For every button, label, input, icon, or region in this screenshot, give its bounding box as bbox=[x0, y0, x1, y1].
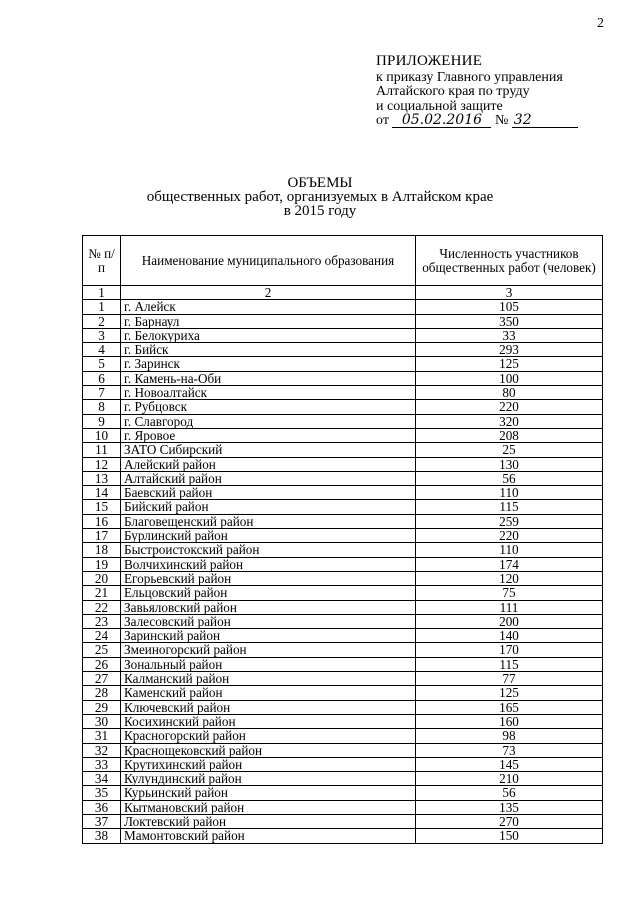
row-number: 2 bbox=[83, 314, 121, 328]
row-participants: 73 bbox=[416, 743, 603, 757]
document-title bbox=[0, 176, 640, 218]
table-row bbox=[83, 729, 603, 743]
table-row bbox=[83, 629, 603, 643]
row-participants: 33 bbox=[416, 328, 603, 342]
table-row bbox=[83, 743, 603, 757]
table-row bbox=[83, 814, 603, 828]
table-row bbox=[83, 386, 603, 400]
row-number: 12 bbox=[83, 457, 121, 471]
row-number: 6 bbox=[83, 371, 121, 385]
row-number: 26 bbox=[83, 657, 121, 671]
row-participants: 115 bbox=[416, 500, 603, 514]
row-number: 36 bbox=[83, 800, 121, 814]
row-number: 31 bbox=[83, 729, 121, 743]
row-participants: 75 bbox=[416, 586, 603, 600]
header-name: Наименование муниципального образования bbox=[121, 236, 416, 286]
row-number: 19 bbox=[83, 557, 121, 571]
table-row bbox=[83, 700, 603, 714]
table-row bbox=[83, 714, 603, 728]
column-numbers-row bbox=[83, 286, 603, 300]
row-municipality: г. Камень-на-Оби bbox=[121, 371, 416, 385]
row-participants: 160 bbox=[416, 714, 603, 728]
row-number: 8 bbox=[83, 400, 121, 414]
row-participants: 259 bbox=[416, 514, 603, 528]
row-number: 10 bbox=[83, 428, 121, 442]
row-municipality: Крутихинский район bbox=[121, 757, 416, 771]
row-number: 3 bbox=[83, 328, 121, 342]
row-participants: 270 bbox=[416, 814, 603, 828]
row-participants: 350 bbox=[416, 314, 603, 328]
title-line-3: в 2015 году bbox=[283, 203, 357, 219]
table-row bbox=[83, 486, 603, 500]
row-participants: 56 bbox=[416, 471, 603, 485]
row-municipality: Каменский район bbox=[121, 686, 416, 700]
row-participants: 115 bbox=[416, 657, 603, 671]
table-row bbox=[83, 414, 603, 428]
row-number: 33 bbox=[83, 757, 121, 771]
row-participants: 174 bbox=[416, 557, 603, 571]
row-participants: 220 bbox=[416, 400, 603, 414]
header-num: № п/п bbox=[83, 236, 121, 286]
row-municipality: Ключевский район bbox=[121, 700, 416, 714]
row-municipality: Ельцовский район bbox=[121, 586, 416, 600]
row-participants: 120 bbox=[416, 571, 603, 585]
table-row bbox=[83, 686, 603, 700]
row-municipality: Локтевский район bbox=[121, 814, 416, 828]
row-participants: 125 bbox=[416, 686, 603, 700]
table-row bbox=[83, 643, 603, 657]
row-number: 37 bbox=[83, 814, 121, 828]
row-municipality: г. Славгород bbox=[121, 414, 416, 428]
table-row bbox=[83, 600, 603, 614]
row-municipality: Быстроистокский район bbox=[121, 543, 416, 557]
row-municipality: Змеиногорский район bbox=[121, 643, 416, 657]
row-participants: 293 bbox=[416, 343, 603, 357]
table-row bbox=[83, 357, 603, 371]
table-row bbox=[83, 757, 603, 771]
row-municipality: Баевский район bbox=[121, 486, 416, 500]
column-number: 3 bbox=[416, 286, 603, 300]
row-municipality: г. Белокуриха bbox=[121, 328, 416, 342]
row-number: 15 bbox=[83, 500, 121, 514]
row-number: 38 bbox=[83, 829, 121, 843]
row-number: 18 bbox=[83, 543, 121, 557]
row-participants: 170 bbox=[416, 643, 603, 657]
row-participants: 80 bbox=[416, 386, 603, 400]
row-participants: 320 bbox=[416, 414, 603, 428]
table-row bbox=[83, 529, 603, 543]
row-number: 23 bbox=[83, 614, 121, 628]
table-row bbox=[83, 428, 603, 442]
appendix-block bbox=[376, 54, 606, 129]
table-row bbox=[83, 657, 603, 671]
from-label: от bbox=[376, 113, 389, 128]
row-municipality: Бурлинский район bbox=[121, 529, 416, 543]
row-participants: 105 bbox=[416, 300, 603, 314]
page-number: 2 bbox=[597, 16, 604, 31]
row-municipality: Косихинский район bbox=[121, 714, 416, 728]
table-row bbox=[83, 786, 603, 800]
appendix-line: Алтайского края по труду bbox=[376, 84, 530, 99]
table-row bbox=[83, 514, 603, 528]
row-number: 28 bbox=[83, 686, 121, 700]
row-number: 7 bbox=[83, 386, 121, 400]
row-number: 17 bbox=[83, 529, 121, 543]
table-row bbox=[83, 371, 603, 385]
row-number: 21 bbox=[83, 586, 121, 600]
appendix-date-line bbox=[376, 114, 606, 129]
row-number: 27 bbox=[83, 672, 121, 686]
row-municipality: г. Алейск bbox=[121, 300, 416, 314]
row-participants: 56 bbox=[416, 786, 603, 800]
row-number: 24 bbox=[83, 629, 121, 643]
row-municipality: Краснощековский район bbox=[121, 743, 416, 757]
table-row bbox=[83, 543, 603, 557]
row-municipality: Заринский район bbox=[121, 629, 416, 643]
appendix-line: и социальной защите bbox=[376, 98, 503, 114]
row-municipality: Егорьевский район bbox=[121, 571, 416, 585]
row-number: 32 bbox=[83, 743, 121, 757]
row-municipality: Кытмановский район bbox=[121, 800, 416, 814]
table-row bbox=[83, 829, 603, 843]
row-participants: 135 bbox=[416, 800, 603, 814]
row-participants: 165 bbox=[416, 700, 603, 714]
row-municipality: г. Барнаул bbox=[121, 314, 416, 328]
handwritten-number: 32 bbox=[512, 114, 578, 128]
row-number: 22 bbox=[83, 600, 121, 614]
row-municipality: Залесовский район bbox=[121, 614, 416, 628]
row-participants: 77 bbox=[416, 672, 603, 686]
row-participants: 110 bbox=[416, 486, 603, 500]
row-participants: 220 bbox=[416, 529, 603, 543]
table-header-row bbox=[83, 236, 603, 286]
table-row bbox=[83, 772, 603, 786]
row-number: 1 bbox=[83, 300, 121, 314]
title-line-2: общественных работ, организуемых в Алтайском крае bbox=[146, 189, 494, 205]
header-value: Численность участников общественных работ (человек) bbox=[416, 236, 603, 286]
row-participants: 140 bbox=[416, 629, 603, 643]
appendix-heading: ПРИЛОЖЕНИЕ bbox=[376, 53, 483, 69]
row-municipality: Алтайский район bbox=[121, 471, 416, 485]
table-row bbox=[83, 300, 603, 314]
row-participants: 145 bbox=[416, 757, 603, 771]
column-number: 2 bbox=[121, 286, 416, 300]
table-row bbox=[83, 471, 603, 485]
row-number: 11 bbox=[83, 443, 121, 457]
row-participants: 200 bbox=[416, 614, 603, 628]
row-number: 29 bbox=[83, 700, 121, 714]
row-municipality: Кулундинский район bbox=[121, 772, 416, 786]
row-municipality: Благовещенский район bbox=[121, 514, 416, 528]
row-municipality: Мамонтовский район bbox=[121, 829, 416, 843]
row-number: 5 bbox=[83, 357, 121, 371]
row-municipality: Зональный район bbox=[121, 657, 416, 671]
row-participants: 100 bbox=[416, 371, 603, 385]
table-row bbox=[83, 557, 603, 571]
row-municipality: Калманский район bbox=[121, 672, 416, 686]
number-label: № bbox=[494, 113, 509, 128]
table-row bbox=[83, 328, 603, 342]
row-municipality: г. Рубцовск bbox=[121, 400, 416, 414]
table-row bbox=[83, 500, 603, 514]
row-municipality: Курьинский район bbox=[121, 786, 416, 800]
row-participants: 25 bbox=[416, 443, 603, 457]
public-works-table bbox=[82, 235, 603, 844]
row-participants: 111 bbox=[416, 600, 603, 614]
row-number: 14 bbox=[83, 486, 121, 500]
column-number: 1 bbox=[83, 286, 121, 300]
row-number: 25 bbox=[83, 643, 121, 657]
row-municipality: Завьяловский район bbox=[121, 600, 416, 614]
row-participants: 150 bbox=[416, 829, 603, 843]
table-row bbox=[83, 443, 603, 457]
row-participants: 110 bbox=[416, 543, 603, 557]
table-row bbox=[83, 400, 603, 414]
row-municipality: Волчихинский район bbox=[121, 557, 416, 571]
row-municipality: ЗАТО Сибирский bbox=[121, 443, 416, 457]
row-municipality: Красногорский район bbox=[121, 729, 416, 743]
row-number: 30 bbox=[83, 714, 121, 728]
row-number: 9 bbox=[83, 414, 121, 428]
handwritten-date: 05.02.2016 bbox=[392, 114, 491, 128]
row-participants: 125 bbox=[416, 357, 603, 371]
row-number: 34 bbox=[83, 772, 121, 786]
row-municipality: г. Заринск bbox=[121, 357, 416, 371]
appendix-line: к приказу Главного управления bbox=[376, 69, 563, 85]
row-participants: 210 bbox=[416, 772, 603, 786]
row-municipality: г. Новоалтайск bbox=[121, 386, 416, 400]
table-row bbox=[83, 800, 603, 814]
row-participants: 130 bbox=[416, 457, 603, 471]
row-municipality: Бийский район bbox=[121, 500, 416, 514]
row-number: 4 bbox=[83, 343, 121, 357]
row-number: 35 bbox=[83, 786, 121, 800]
row-number: 16 bbox=[83, 514, 121, 528]
table-row bbox=[83, 571, 603, 585]
table-row bbox=[83, 343, 603, 357]
row-number: 13 bbox=[83, 471, 121, 485]
table-row bbox=[83, 672, 603, 686]
row-participants: 208 bbox=[416, 428, 603, 442]
row-municipality: г. Яровое bbox=[121, 428, 416, 442]
table-row bbox=[83, 457, 603, 471]
row-municipality: Алейский район bbox=[121, 457, 416, 471]
table-row bbox=[83, 614, 603, 628]
row-municipality: г. Бийск bbox=[121, 343, 416, 357]
table-row bbox=[83, 586, 603, 600]
row-number: 20 bbox=[83, 571, 121, 585]
title-line-1: ОБЪЕМЫ bbox=[287, 175, 353, 191]
table-row bbox=[83, 314, 603, 328]
row-participants: 98 bbox=[416, 729, 603, 743]
